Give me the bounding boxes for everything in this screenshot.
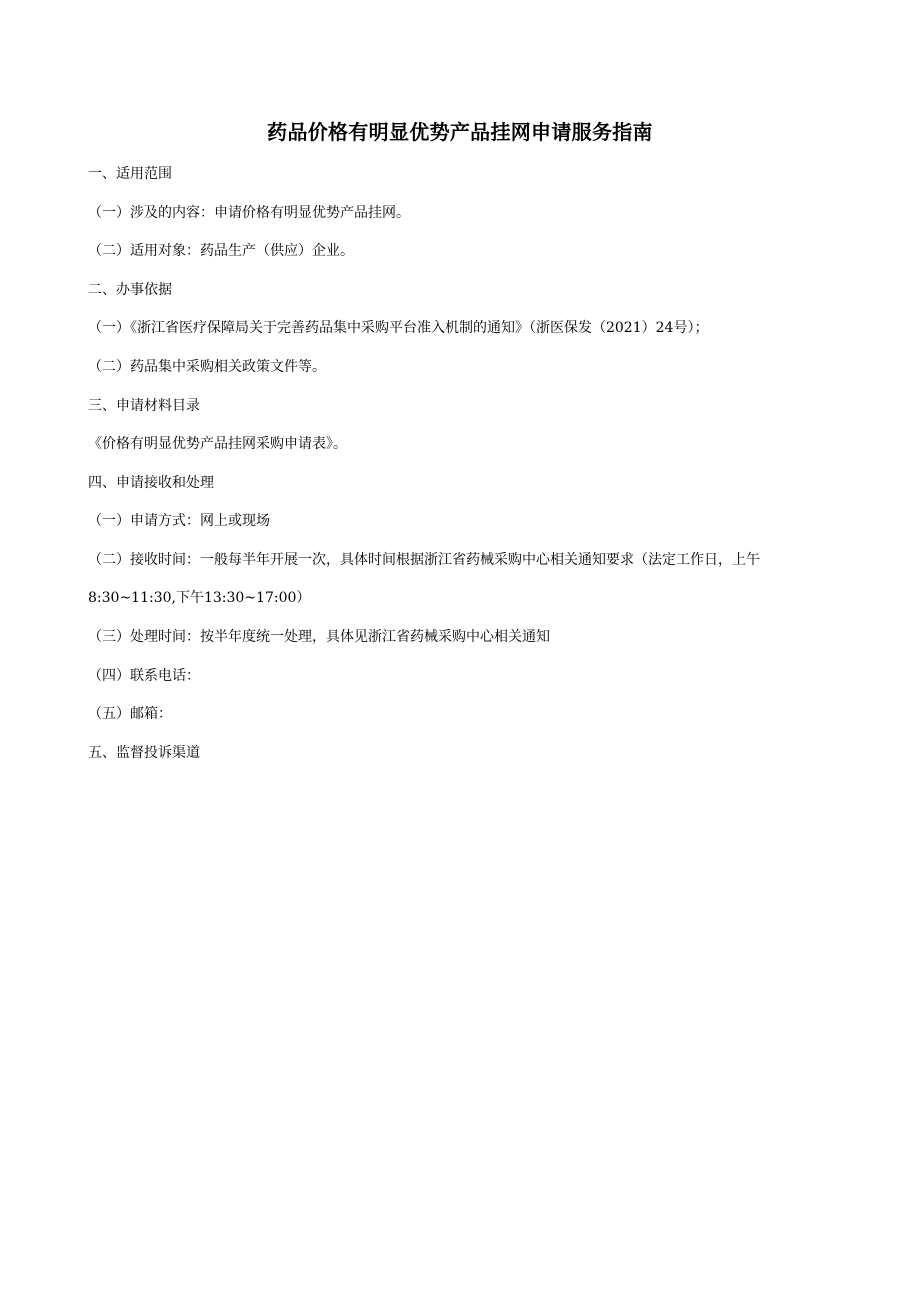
section-item: （一）涉及的内容：申请价格有明显优势产品挂网。 <box>88 205 410 221</box>
document-title: 药品价格有明显优势产品挂网申请服务指南 <box>267 120 653 144</box>
section-heading-materials: 三、申请材料目录 <box>88 398 200 414</box>
section-item: （二）适用对象：药品生产（供应）企业。 <box>88 243 354 259</box>
section-item: （四）联系电话： <box>88 668 200 684</box>
section-heading-basis: 二、办事依据 <box>88 282 172 298</box>
section-item: （二）药品集中采购相关政策文件等。 <box>88 359 326 375</box>
section-item: （五）邮箱： <box>88 706 172 722</box>
section-item: （二）接收时间：一般每半年开展一次，具体时间根据浙江省药械采购中心相关通知要求（法定工作日，上午 <box>88 552 760 568</box>
section-item: （三）处理时间：按半年度统一处理，具体见浙江省药械采购中心相关通知 <box>88 629 550 645</box>
section-heading-processing: 四、申请接收和处理 <box>88 475 214 491</box>
section-item: （一）申请方式：网上或现场 <box>88 513 270 529</box>
section-heading-scope: 一、适用范围 <box>88 166 172 182</box>
section-item-continuation: 8:30~11:30,下午13:30~17:00） <box>88 590 311 606</box>
section-heading-complaints: 五、监督投诉渠道 <box>88 745 200 761</box>
section-item: 《价格有明显优势产品挂网采购申请表》。 <box>88 436 347 452</box>
section-item: （一）《浙江省医疗保障局关于完善药品集中采购平台准入机制的通知》（浙医保发（2021）24号）； <box>88 320 709 336</box>
